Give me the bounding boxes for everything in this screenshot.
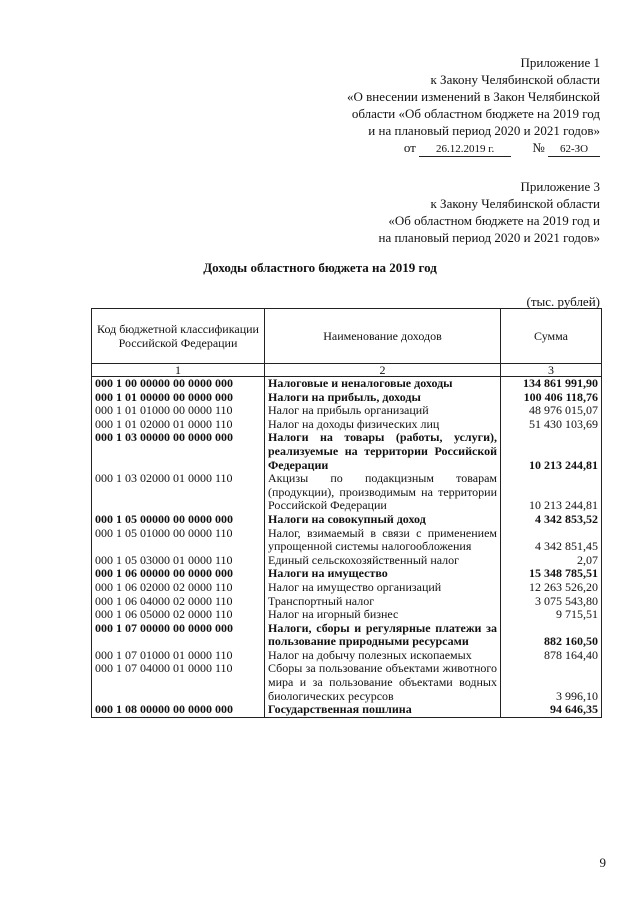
- table-row: [92, 662, 602, 703]
- column-number: 2: [265, 364, 501, 377]
- appendix-1-line: к Закону Челябинской области: [430, 72, 600, 87]
- row-amount: 48 976 015,07: [501, 404, 602, 418]
- row-amount: 3 996,10: [501, 662, 602, 703]
- table-row: [92, 431, 602, 472]
- number-label: №: [532, 140, 545, 155]
- column-number: 3: [501, 364, 602, 377]
- table-row: [92, 513, 602, 527]
- table-row: [92, 554, 602, 568]
- row-code: 000 1 06 04000 02 0000 110: [92, 595, 265, 609]
- page-number: 9: [599, 855, 606, 870]
- row-name: Сборы за пользование объектами животного мира и за пользование объектами водных биологических ресурсов: [265, 662, 501, 703]
- row-amount: 94 646,35: [501, 703, 602, 717]
- row-amount: 15 348 785,51: [501, 567, 602, 581]
- row-amount: 51 430 103,69: [501, 418, 602, 432]
- row-name: Транспортный налог: [265, 595, 501, 609]
- appendix-3-line: Приложение 3: [520, 179, 600, 194]
- units-label: (тыс. рублей): [526, 294, 600, 309]
- appendix-1-line: и на плановый период 2020 и 2021 годов»: [368, 123, 600, 138]
- law-number: 62-ЗО: [548, 143, 600, 157]
- row-code: 000 1 05 01000 00 0000 110: [92, 527, 265, 554]
- row-amount: 12 263 526,20: [501, 581, 602, 595]
- header-amount: Сумма: [501, 309, 602, 364]
- row-code: 000 1 06 02000 02 0000 110: [92, 581, 265, 595]
- appendix-3-line: на плановый период 2020 и 2021 годов»: [378, 230, 600, 245]
- document-title: Доходы областного бюджета на 2019 год: [203, 260, 437, 275]
- law-date: 26.12.2019 г.: [419, 143, 511, 157]
- appendix-3-header: [379, 178, 601, 246]
- row-name: Налоговые и неналоговые доходы: [265, 377, 501, 391]
- row-code: 000 1 03 00000 00 0000 000: [92, 431, 265, 472]
- row-amount: 3 075 543,80: [501, 595, 602, 609]
- row-amount: 10 213 244,81: [501, 472, 602, 513]
- table-row: [92, 404, 602, 418]
- row-name: Государственная пошлина: [265, 703, 501, 717]
- row-code: 000 1 06 05000 02 0000 110: [92, 608, 265, 622]
- row-name: Налог на доходы физических лиц: [265, 418, 501, 432]
- table-row: [92, 527, 602, 554]
- row-code: 000 1 05 03000 01 0000 110: [92, 554, 265, 568]
- table-row: [92, 377, 602, 391]
- row-name: Налог на добычу полезных ископаемых: [265, 649, 501, 663]
- row-code: 000 1 03 02000 01 0000 110: [92, 472, 265, 513]
- row-code: 000 1 01 00000 00 0000 000: [92, 391, 265, 405]
- law-date-line: [347, 139, 600, 157]
- income-table: [91, 308, 602, 718]
- row-name: Налоги на прибыль, доходы: [265, 391, 501, 405]
- row-code: 000 1 05 00000 00 0000 000: [92, 513, 265, 527]
- table-row: [92, 703, 602, 717]
- header-name: Наименование доходов: [265, 309, 501, 364]
- row-amount: 882 160,50: [501, 622, 602, 649]
- appendix-1-line: области «Об областном бюджете на 2019 год: [351, 106, 600, 121]
- row-code: 000 1 08 00000 00 0000 000: [92, 703, 265, 717]
- table-row: [92, 391, 602, 405]
- row-amount: 4 342 853,52: [501, 513, 602, 527]
- table-body: [92, 377, 602, 718]
- row-amount: 4 342 851,45: [501, 527, 602, 554]
- table-row: [92, 567, 602, 581]
- date-prefix: от: [403, 140, 416, 155]
- row-amount: 100 406 118,76: [501, 391, 602, 405]
- table-row: [92, 622, 602, 649]
- row-amount: 134 861 991,90: [501, 377, 602, 391]
- appendix-1-header: [347, 54, 600, 157]
- row-amount: 878 164,40: [501, 649, 602, 663]
- table-row: [92, 649, 602, 663]
- table-row: [92, 595, 602, 609]
- table-row: [92, 472, 602, 513]
- row-name: Единый сельскохозяйственный налог: [265, 554, 501, 568]
- row-code: 000 1 01 02000 01 0000 110: [92, 418, 265, 432]
- row-name: Налоги на товары (работы, услуги), реализуемые на территории Российской Федерации: [265, 431, 501, 472]
- appendix-3-line: «Об областном бюджете на 2019 год и: [388, 213, 600, 228]
- row-name: Налог, взимаемый в связи с применением упрощенной системы налогообложения: [265, 527, 501, 554]
- row-code: 000 1 07 04000 01 0000 110: [92, 662, 265, 703]
- table-row: [92, 608, 602, 622]
- row-code: 000 1 00 00000 00 0000 000: [92, 377, 265, 391]
- row-amount: 10 213 244,81: [501, 431, 602, 472]
- appendix-3-line: к Закону Челябинской области: [430, 196, 600, 211]
- row-name: Налоги на совокупный доход: [265, 513, 501, 527]
- appendix-1-line: Приложение 1: [520, 55, 600, 70]
- row-amount: 2,07: [501, 554, 602, 568]
- column-number: 1: [92, 364, 265, 377]
- row-name: Налоги на имущество: [265, 567, 501, 581]
- header-code: Код бюджетной классификации Российской Федерации: [92, 309, 265, 364]
- row-name: Акцизы по подакцизным товарам (продукции), производимым на территории Российской Федерации: [265, 472, 501, 513]
- row-name: Налог на прибыль организаций: [265, 404, 501, 418]
- row-amount: 9 715,51: [501, 608, 602, 622]
- appendix-1-line: «О внесении изменений в Закон Челябинской: [346, 89, 600, 104]
- row-name: Налоги, сборы и регулярные платежи за пользование природными ресурсами: [265, 622, 501, 649]
- row-name: Налог на имущество организаций: [265, 581, 501, 595]
- row-name: Налог на игорный бизнес: [265, 608, 501, 622]
- row-code: 000 1 07 01000 01 0000 110: [92, 649, 265, 663]
- row-code: 000 1 01 01000 00 0000 110: [92, 404, 265, 418]
- row-code: 000 1 06 00000 00 0000 000: [92, 567, 265, 581]
- table-row: [92, 418, 602, 432]
- table-row: [92, 581, 602, 595]
- row-code: 000 1 07 00000 00 0000 000: [92, 622, 265, 649]
